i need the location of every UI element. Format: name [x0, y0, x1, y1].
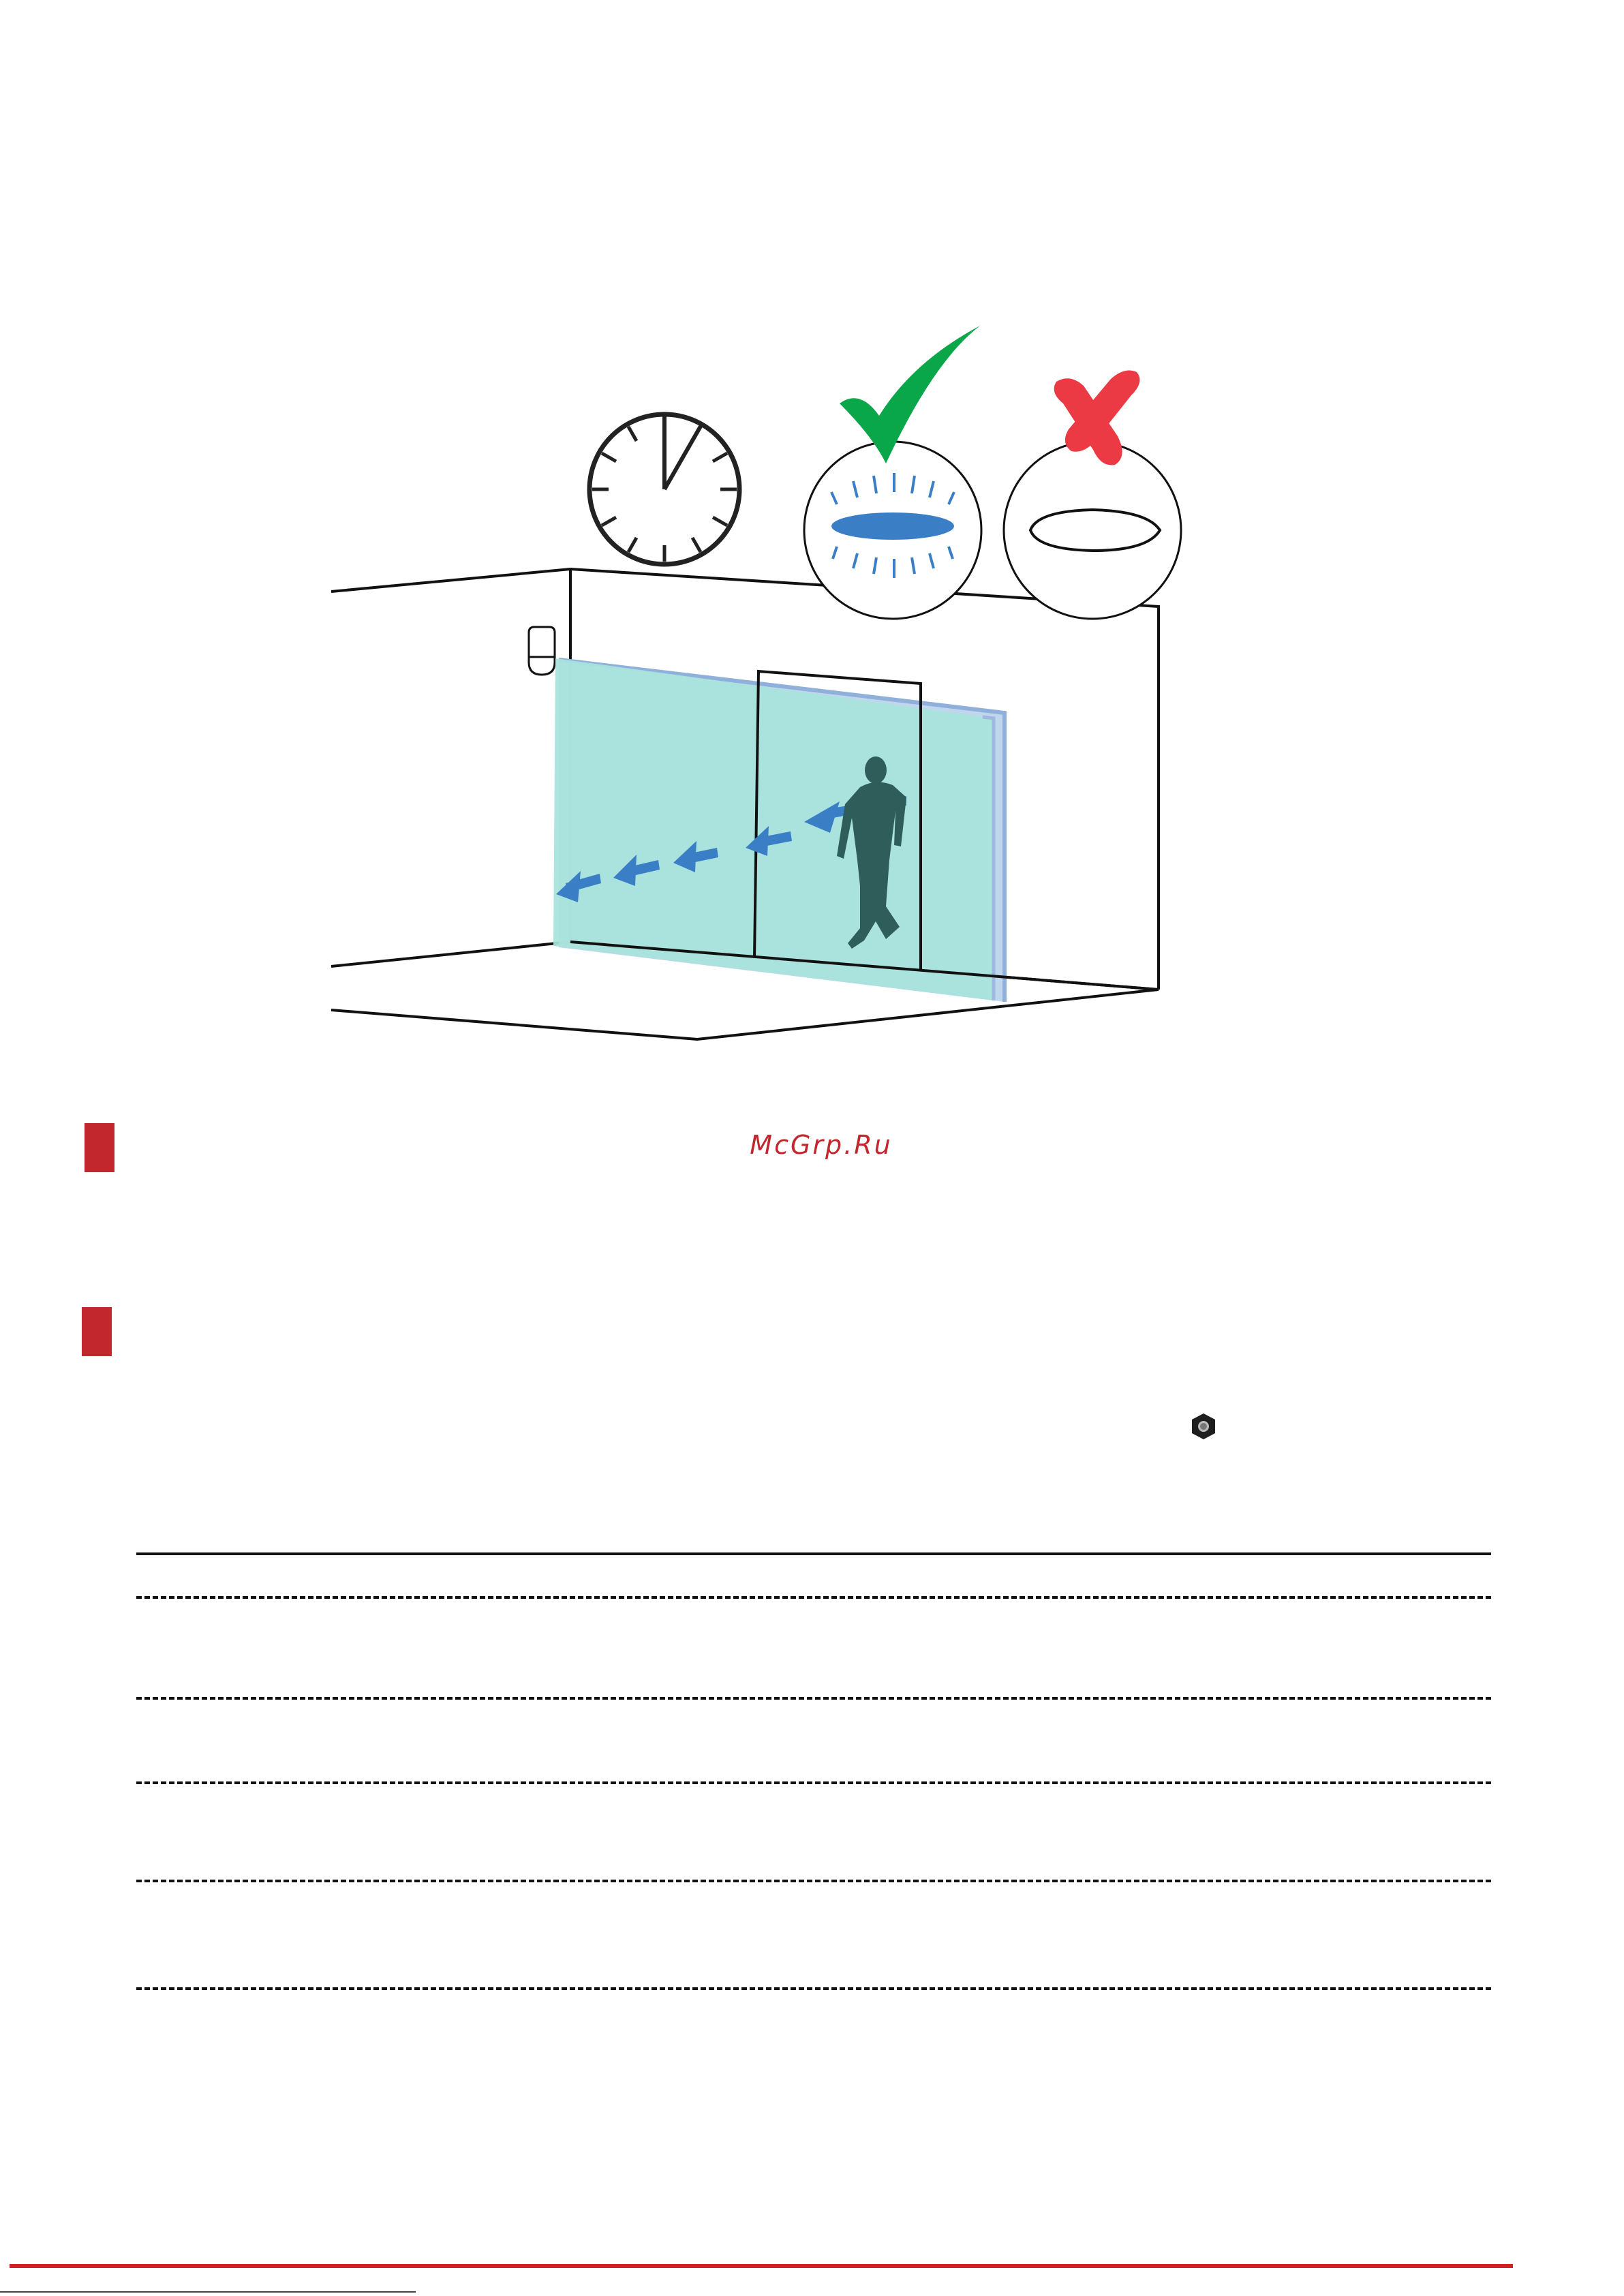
table-row-divider: [136, 1697, 1491, 1700]
watermark: McGrp.Ru: [750, 1130, 893, 1160]
detection-zone: [553, 658, 994, 1000]
walk-test-illustration: [0, 0, 1624, 1063]
motion-detector-icon: [529, 627, 555, 675]
table-row-divider: [136, 1596, 1491, 1599]
clock-icon: [589, 414, 739, 564]
footer-thin-rule: [0, 2291, 416, 2293]
section-marker: [85, 1123, 114, 1172]
table-top-rule: [136, 1552, 1491, 1555]
table-row-divider: [136, 1987, 1491, 1990]
hex-nut-icon: [1191, 1412, 1216, 1441]
table-row-divider: [136, 1880, 1491, 1882]
led-unlit-icon: [1004, 442, 1181, 619]
led-lit-icon: [804, 442, 981, 619]
section-marker: [82, 1307, 112, 1356]
footer-rule: [10, 2264, 1513, 2268]
table-row-divider: [136, 1781, 1491, 1784]
